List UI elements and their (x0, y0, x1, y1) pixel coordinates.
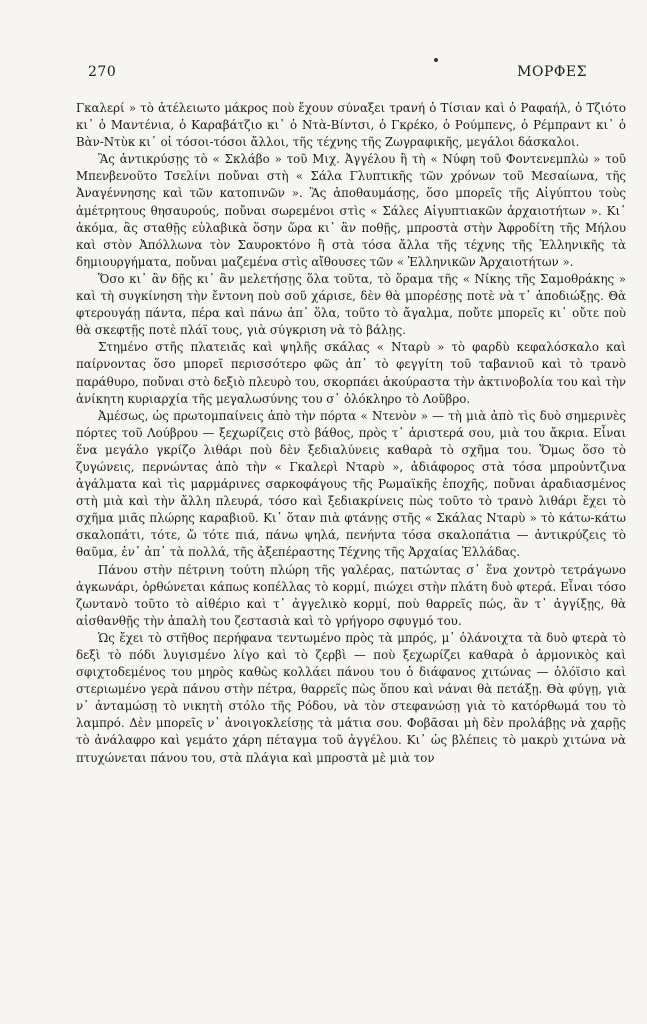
page-number: 270 (88, 64, 117, 80)
paragraph: Ὅσο κι᾽ ἂν δῇς κι᾽ ἂν μελετήσῃς ὅλα τοῦτα, τὸ ὅραμα τῆς « Νίκης τῆς Σαμοθράκης » καὶ τὴ συγκίνηση τὴν ἔντονη ποὺ σοῦ χάρισε, δὲν θὰ μπορέσῃς ποτὲ νὰ τ᾽ ἀποδιώξῃς. Θὰ φτερουγάῃ πάντα, πέρα καὶ πάνω ἀπ᾽ ὅλα, τοῦτο τὸ ἄγαλμα, ποὔτε μπορεῖς κι᾽ οὔτε ποὺ θὰ σκεφτῇς ποτὲ πλάϊ τους, γιὰ σύγκριση νὰ τὸ βάλῃς. (76, 271, 626, 338)
paragraph: Πάνου στὴν πέτρινη τούτη πλώρη τῆς γαλέρας, πατώντας σ᾽ ἕνα χοντρὸ τετράγωνο ἀγκωνάρι, ὀρθώνεται κάπως κοπέλλας τὸ κορμί, πιώχει στὴν πλάτη δυὸ φτερά. Εἶναι τόσο ζωντανὸ τοῦτο τὸ αἰθέριο καὶ τ᾽ ἀγγελικὸ κορμί, ποὺ θαρρεῖς πώς, ἂν τ᾽ ἀγγίξῃς, θὰ αἰσθανθῇς τὴν ἁπαλὴ του ζεστασιὰ καὶ τὸ γρήγορο σφυγμό του. (76, 562, 626, 628)
paragraph: Ὡς ἔχει τὸ στῆθος περήφανα τεντωμένο πρὸς τὰ μπρός, μ᾽ ὁλάνοιχτα τὰ δυὸ φτερὰ τὸ δεξὶ τὸ πόδι λυγισμένο λίγο καὶ τὸ ζερβὶ — ποὺ ξεχωρίζει καθαρὰ ὁ ἁρμονικὸς καὶ σφιχτοδεμένος του μηρὸς καθὼς κολλάει πάνου του ὁ διάφανος χιτώνας — ὁλόϊσιο καὶ στεριωμένο γερὰ πάνου στὴν πέτρα, θαρρεῖς πὼς ὅπου καὶ νάναι θὰ πετάξῃ. Θὰ φύγῃ, γιὰ ν᾽ ἀνταμώσῃ τὸ νικητὴ στόλο τῆς Ρόδου, νὰ τὸν στεφανώσῃ γιὰ τὸ κατόρθωμά του τὸ λαμπρό. Δὲν μπορεῖς ν᾽ ἀνοιγοκλείσῃς τὰ μάτια σου. Φοβᾶσαι μὴ δὲν προλάβῃς νὰ χαρῇς τὸ ἀνάλαφρο καὶ γεμάτο χάρη πέταγμα τοῦ ἀγγέλου. Κι᾽ ὡς βλέπεις τὸ μακρὺ χιτώνα νὰ πτυχώνεται πάνου του, στὰ πλάγια καὶ μπροστὰ μὲ μιὰ τον (76, 630, 626, 765)
page-body (76, 100, 626, 767)
ink-dot (434, 58, 438, 62)
paragraph: Γκαλερί » τὸ ἀτέλειωτο μάκρος ποὺ ἔχουν σύναξει τρανή ὁ Τίσιαν καὶ ὁ Ραφαήλ, ὁ Τζιότο κι᾽ ὁ Μαντένια, ὁ Καραβάτζιο κι᾽ ὁ Ντὰ-Βίντσι, ὁ Γκρέκο, ὁ Ρούμπενς, ὁ Ρέμπραντ κι᾽ ὁ Βὰν-Ντὺκ κι᾽ οἱ τόσοι-τόσοι ἄλλοι, τῆς τέχνης τῆς Ζωγραφικῆς, μεγάλοι δάσκαλοι. (76, 101, 626, 150)
page-header (88, 64, 587, 80)
paragraph: Στημένο στῆς πλατειᾶς καὶ ψηλῆς σκάλας « Νταρὺ » τὸ φαρδὺ κεφαλόσκαλο καὶ παίρνοντας ὅσο μπορεῖ περισσότερο φῶς ἀπ᾽ τὸ φεγγίτη τοῦ ταβανιοῦ καὶ τὸ τρανὸ παράθυρο, ποὔναι στὸ δεξιὸ πλευρὸ του, σκορπάει ἀκούραστα τὴν ἀκτινοβολία του καὶ τὴν ἀνίκητη κυριαρχία τῆς μεγαλωσύνης του σ᾽ ὁλόκληρο τὸ Λοῦβρο. (76, 340, 626, 406)
paragraph: Ἀμέσως, ὡς πρωτομπαίνεις ἀπὸ τὴν πόρτα « Ντενὸν » — τὴ μιὰ ἀπὸ τὶς δυὸ σημερινὲς πόρτες τοῦ Λούβρου — ξεχωρίζεις στὸ βάθος, πρὸς τ᾽ ἀριστερά σου, μιὰ του ἄκρια. Εἶναι ἕνα μεγάλο γκρίζο λιθάρι ποὺ δὲν ξεδιαλύνεις καθαρὰ τὸ σχῆμα του. Ὅμως ὅσο τὸ ζυγώνεις, περνώντας ἀπὸ τὴν « Γκαλερὶ Νταρὺ », ἀδιάφορος στὰ τόσα μπροὐντζινα ἀγάλματα καὶ τὶς μαρμάρινες σαρκοφάγους τῆς Ρωμαϊκῆς ἐποχῆς, ποὔναι ἀραδιασμένος στὴ μιὰ καὶ τὴν ἄλλη πλευρά, τόσο καὶ ξεδιακρίνεις πὼς τοῦτο τὸ τρανὸ λιθάρι ἔχει τὸ σχῆμα μιᾶς πλώρης καραβιοῦ. Κι᾽ ὅταν πιὰ φτάνῃς στῆς « Σκάλας Νταρὺ » τὸ κάτω-κάτω σκαλοπάτι, τότε, ὤ τότε πιά, πάνω ψηλά, πενήντα τόσα σκαλοπάτια — ἀντικρύζεις τὸ θαῦμα, ἐν᾽ ἀπ᾽ τὰ πολλά, τῆς ἀξεπέραστης Τέχνης τῆς Ἀρχαίας Ἑλλάδας. (76, 408, 626, 560)
running-title: ΜΟΡΦΕΣ (517, 64, 587, 80)
paragraph: Ἂς ἀντικρύσῃς τὸ « Σκλάβο » τοῦ Μιχ. Ἀγγέλου ἢ τὴ « Νύφη τοῦ Φοντενεμπλὼ » τοῦ Μπενβενοῦτο Τσελίνι ποὔναι στὴ « Σάλα Γλυπτικῆς τῶν χρόνων τοῦ Μεσαίωνα, τῆς Ἀναγέννησης καὶ τῶν κατοπινῶν ». Ἂς ἀποθαυμάσῃς, ὅσο μπορεῖς τῆς Αἰγύπτου τοὺς ἀμέτρητους θησαυρούς, ποὔναι σωρεμένοι στὶς « Σάλες Αἰγυπτιακῶν ἀρχαιοτήτων ». Κι᾽ ἀκόμα, ἂς σταθῇς εὐλαβικὰ ὅσην ὥρα κι᾽ ἂν ποθῇς, μπροστὰ στὴν Ἀφροδίτη τῆς Μήλου καὶ στὸν Ἀπόλλωνα τὸν Σαυροκτόνο ἢ στὰ τόσα ἄλλα τῆς τέχνης τῆς Ἑλληνικῆς τὰ δημιουργήματα, ποὔναι μαζεμένα στὶς αἴθουσες τῶν « Ἑλληνικῶν Ἀρχαιοτήτων ». (76, 152, 626, 269)
